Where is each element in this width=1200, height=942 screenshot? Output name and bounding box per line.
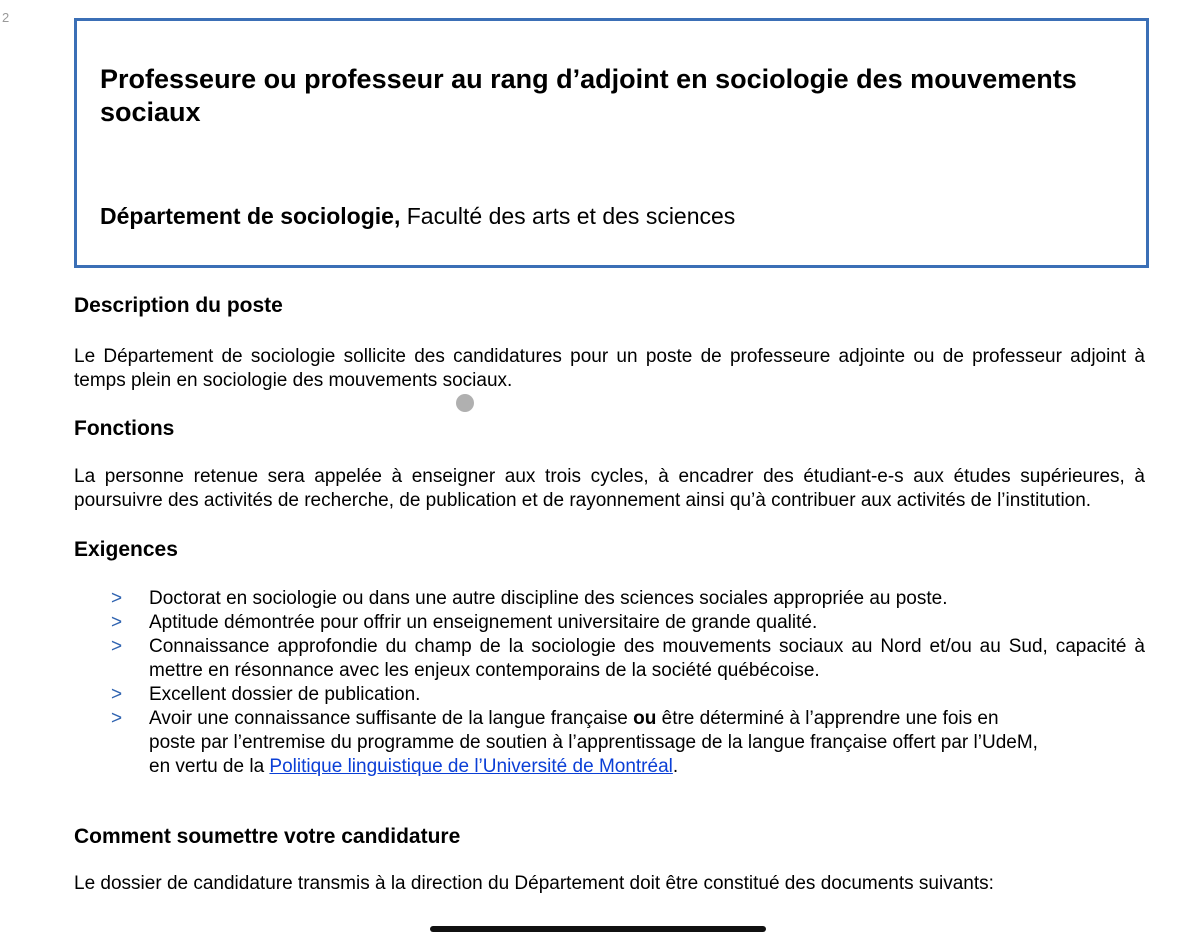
chevron-right-icon: > [111,612,123,633]
ink-underline-stroke [430,926,766,932]
language-line-2: poste par l’entremise du programme de soutien à l’apprentissage de la langue française offert par l’UdeM, [149,732,1038,753]
language-text-after: être déterminé à l’apprendre une fois en [656,708,999,729]
exigence-text: Doctorat en sociologie ou dans une autre discipline des sciences sociales appropriée au poste. [149,588,948,609]
description-text: Le Département de sociologie sollicite des candidatures pour un poste de professeure adjointe ou de professeur adjoint à temps plein en sociologie des mouvements sociaux. [74,346,1145,391]
chevron-right-icon: > [111,708,123,729]
heading-candidature: Comment soumettre votre candidature [74,825,461,848]
exigence-item [74,683,1145,707]
department-line [100,201,735,231]
exigence-text: Aptitude démontrée pour offrir un enseignement universitaire de grande qualité. [149,612,818,633]
exigence-item [74,611,1145,635]
exigence-item [74,587,1145,611]
language-text-before: Avoir une connaissance suffisante de la langue française [149,708,634,729]
politique-linguistique-link[interactable]: Politique linguistique de l’Université de Montréal [269,756,673,777]
chevron-right-icon: > [111,684,123,705]
exigence-text: Excellent dossier de publication. [149,684,421,705]
heading-fonctions: Fonctions [74,417,175,440]
heading-exigences: Exigences [74,538,178,561]
department-name: Département de sociologie, [100,203,401,229]
language-line-3-before: en vertu de la [149,756,270,777]
faculty-name: Faculté des arts et des sciences [400,203,736,229]
language-line-3-after: . [672,756,679,777]
document-body [74,292,1145,896]
chevron-right-icon: > [111,588,123,609]
exigence-item [74,635,1145,683]
language-line-1 [149,707,1145,731]
exigence-item-language [74,707,1145,779]
page-number: 2 [2,10,10,25]
exigences-list [74,587,1145,779]
fonctions-text: La personne retenue sera appelée à enseigner aux trois cycles, à encadrer des étudiant-e-s aux études supérieures, à poursuivre des activités de recherche, de publication et de rayonnement ainsi qu’à contribuer aux activités de l’institution. [74,466,1145,511]
heading-description: Description du poste [74,294,283,317]
chevron-right-icon: > [111,636,123,657]
language-line-3 [149,755,1145,779]
candidature-text: Le dossier de candidature transmis à la direction du Département doit être constitué des documents suivants: [74,873,994,894]
language-emphasis: ou [633,708,657,729]
pointer-dot [456,394,474,412]
title-box [74,18,1149,268]
exigence-text: Connaissance approfondie du champ de la sociologie des mouvements sociaux au Nord et/ou au Sud, capacité à mettre en résonnance avec les enjeux contemporains de la société québécoise. [149,636,1145,681]
job-title: Professeure ou professeur au rang d’adjoint en sociologie des mouvements sociaux [100,64,1077,127]
